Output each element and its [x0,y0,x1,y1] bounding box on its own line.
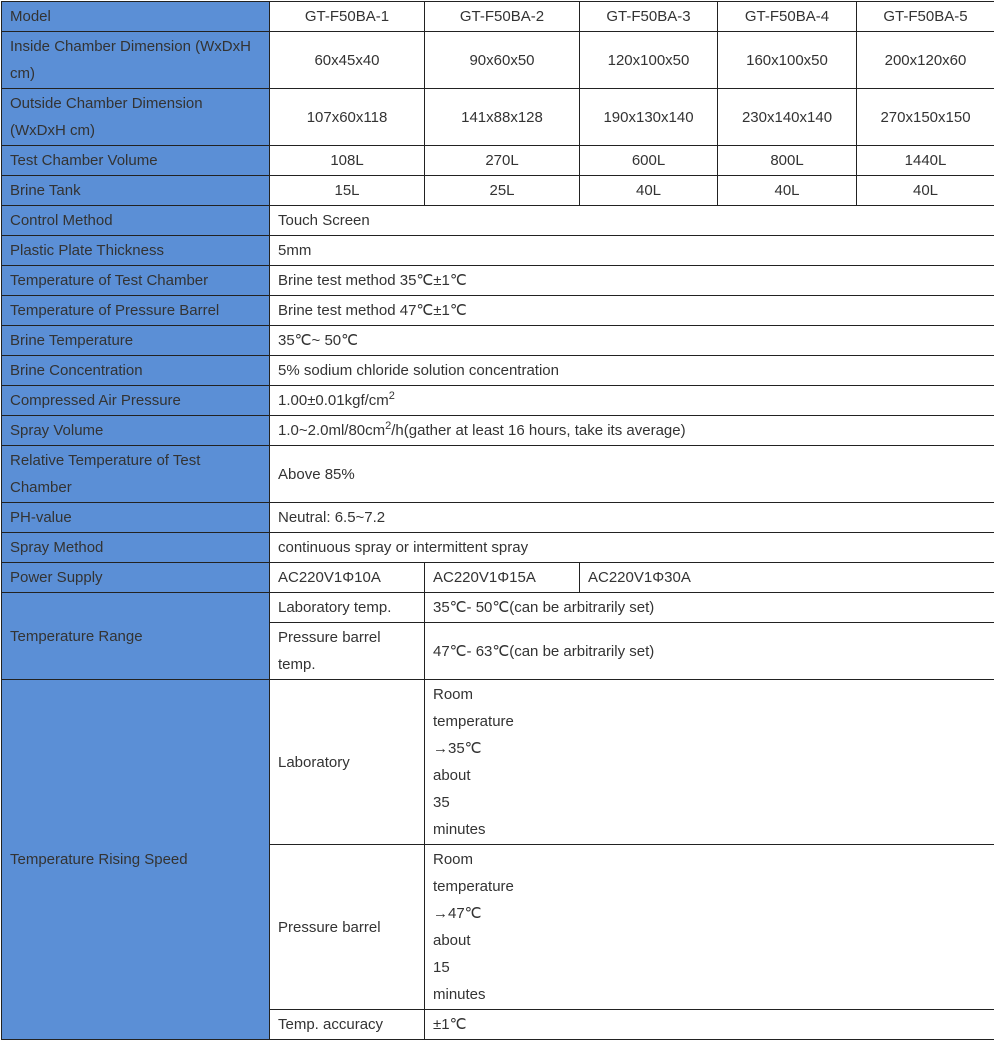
table-row [2,680,994,845]
spray-volume-note: /h(gather at least 16 hours, take its average) [391,422,685,439]
superscript: 2 [389,390,395,402]
cell-value: 15L [270,176,425,206]
table-row [2,356,994,386]
model-name: GT-F50BA-2 [425,2,580,32]
row-label: Brine Temperature [2,326,270,356]
cell-value: 120x100x50 [580,32,718,89]
sub-label: Laboratory temp. [270,593,425,623]
sub-label: Pressure barrel temp. [270,623,425,680]
cell-value: 35℃~ 50℃ [270,326,994,356]
cell-value: 200x120x60 [857,32,994,89]
cell-value: continuous spray or intermittent spray [270,533,994,563]
cell-value: 25L [425,176,580,206]
sub-label: Temp. accuracy [270,1010,425,1040]
table-row [2,32,994,89]
row-label: Temperature Range [2,593,270,680]
cell-value: 40L [857,176,994,206]
cell-value [270,416,994,446]
row-label: Test Chamber Volume [2,146,270,176]
cell-value: AC220V1Φ30A [580,563,994,593]
cell-value: 5% sodium chloride solution concentration [270,356,994,386]
cell-value: Neutral: 6.5~7.2 [270,503,994,533]
row-label: Temperature Rising Speed [2,680,270,1040]
cell-value: Touch Screen [270,206,994,236]
table-row [2,206,994,236]
row-label: Temperature of Test Chamber [2,266,270,296]
row-label: Inside Chamber Dimension (WxDxH cm) [2,32,270,89]
row-label: Spray Method [2,533,270,563]
cell-value: 40L [580,176,718,206]
cell-value: 5mm [270,236,994,266]
model-name: GT-F50BA-1 [270,2,425,32]
cell-value: 35℃- 50℃(can be arbitrarily set) [425,593,994,623]
model-name: GT-F50BA-5 [857,2,994,32]
header-label: Model [2,2,270,32]
table-row [2,416,994,446]
table-row [2,533,994,563]
cell-value: Above 85% [270,446,994,503]
table-row [2,563,994,593]
cell-value: AC220V1Φ15A [425,563,580,593]
table-row [2,446,994,503]
cell-value: 600L [580,146,718,176]
pressure-value: 1.00±0.01kgf/cm [278,392,389,409]
table-row [2,176,994,206]
cell-value: 270L [425,146,580,176]
row-label: Brine Concentration [2,356,270,386]
cell-value: 47℃- 63℃(can be arbitrarily set) [425,623,994,680]
row-label: Control Method [2,206,270,236]
row-label: Power Supply [2,563,270,593]
table-row [2,89,994,146]
table-row [2,593,994,623]
row-label: Brine Tank [2,176,270,206]
table-row [2,326,994,356]
cell-value: Brine test method 35℃±1℃ [270,266,994,296]
cell-value: 230x140x140 [718,89,857,146]
cell-value: 40L [718,176,857,206]
row-label: Relative Temperature of Test Chamber [2,446,270,503]
header-row [2,2,994,32]
cell-value: AC220V1Φ10A [270,563,425,593]
table-row [2,266,994,296]
cell-value: Room temperature →47℃ about 15 minutes [425,845,994,1010]
row-label: PH-value [2,503,270,533]
row-label: Outside Chamber Dimension (WxDxH cm) [2,89,270,146]
row-label: Compressed Air Pressure [2,386,270,416]
table-row [2,236,994,266]
model-name: GT-F50BA-4 [718,2,857,32]
table-row [2,386,994,416]
row-label: Plastic Plate Thickness [2,236,270,266]
cell-value: 107x60x118 [270,89,425,146]
table-row [2,146,994,176]
superscript: 2 [385,420,391,432]
table-row [2,503,994,533]
cell-value: 190x130x140 [580,89,718,146]
model-name: GT-F50BA-3 [580,2,718,32]
cell-value: 108L [270,146,425,176]
cell-value [270,386,994,416]
sub-label: Laboratory [270,680,425,845]
cell-value: 60x45x40 [270,32,425,89]
cell-value: Brine test method 47℃±1℃ [270,296,994,326]
cell-value: 270x150x150 [857,89,994,146]
row-label: Spray Volume [2,416,270,446]
cell-value: Room temperature →35℃ about 35 minutes [425,680,994,845]
row-label: Temperature of Pressure Barrel [2,296,270,326]
table-row [2,296,994,326]
cell-value: 160x100x50 [718,32,857,89]
spec-table [1,1,994,1040]
cell-value: ±1℃ [425,1010,994,1040]
cell-value: 90x60x50 [425,32,580,89]
cell-value: 1440L [857,146,994,176]
spray-volume-value: 1.0~2.0ml/80cm [278,422,385,439]
cell-value: 141x88x128 [425,89,580,146]
sub-label: Pressure barrel [270,845,425,1010]
cell-value: 800L [718,146,857,176]
